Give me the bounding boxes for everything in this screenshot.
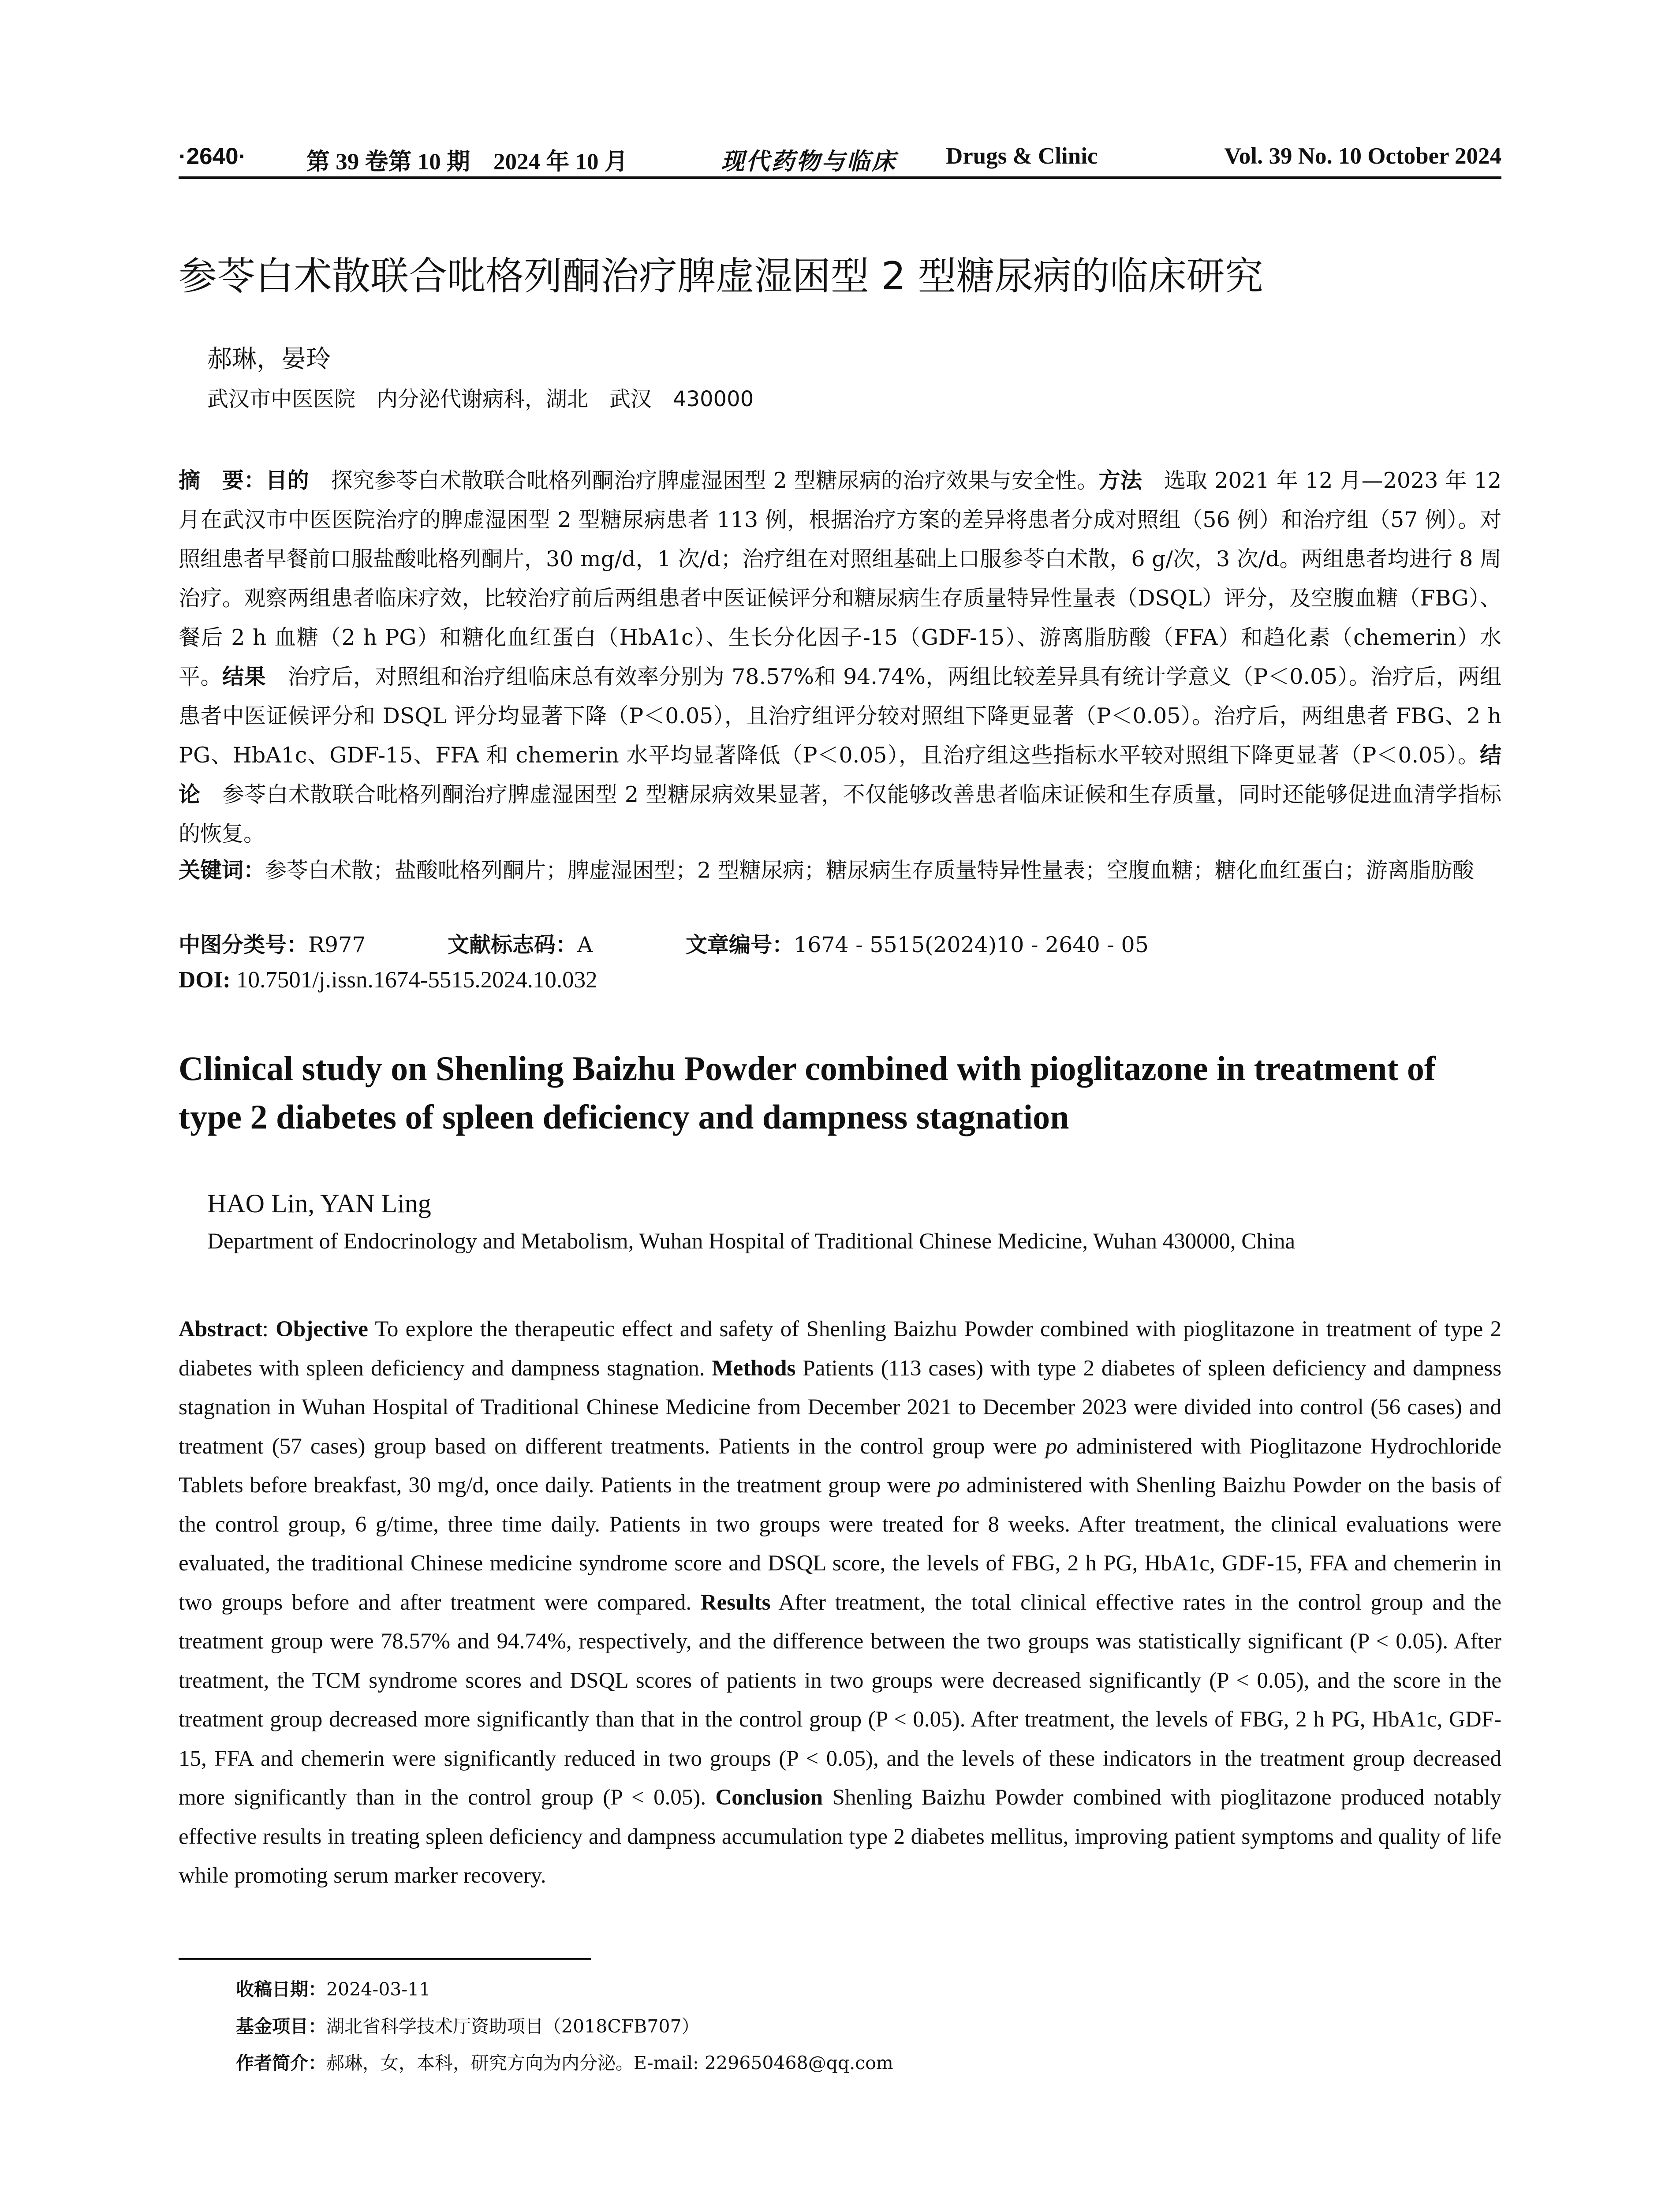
author-bio-label: 作者简介：: [236, 2052, 326, 2074]
author-bio-text: 郝琳，女，本科，研究方向为内分泌。E-mail: 229650468@qq.com: [326, 2052, 893, 2074]
objective-label-cn: 目的: [265, 468, 310, 493]
fund-label: 基金项目：: [236, 2016, 326, 2037]
conclusion-text-cn: 参苓白术散联合吡格列酮治疗脾虚湿困型 2 型糖尿病效果显著，不仅能够改善患者临床证候和生存质量，同时还能够促进血清学指标的恢复。: [179, 782, 1501, 846]
conclusion-text-en: Shenling Baizhu Powder combined with pioglitazone produced notably effective results in treating spleen deficiency and dampness accumulation type 2 diabetes mellitus, improving patient symptoms and quality of life while promoting serum marker recovery.: [179, 1785, 1501, 1888]
page-number: ·2640·: [179, 143, 246, 169]
affiliation-en: Department of Endocrinology and Metabolism, Wuhan Hospital of Traditional Chinese Medicine, Wuhan 430000, China: [207, 1229, 1295, 1254]
journal-name-cn: 现代药物与临床: [721, 149, 897, 175]
objective-text-en: To explore the therapeutic effect and safety of Shenling Baizhu Powder combined with pioglitazone in treatment of type 2 diabetes with spleen deficiency and dampness stagnation.: [179, 1317, 1502, 1381]
doi-value: 10.7501/j.issn.1674-5515.2024.10.032: [230, 967, 597, 993]
article-no-label: 文章编号：: [686, 932, 794, 957]
received-date: 2024-03-11: [326, 1979, 431, 2000]
results-label-en: Results: [700, 1590, 771, 1615]
fund-text: 湖北省科学技术厅资助项目（2018CFB707）: [326, 2016, 700, 2037]
doi-line: [179, 967, 597, 993]
issue-cn: 第 39 卷第 10 期 2024 年 10 月: [306, 149, 628, 175]
footnote-fund: [236, 2012, 700, 2038]
authors-en: HAO Lin, YAN Ling: [207, 1189, 431, 1218]
volume-info: Vol. 39 No. 10 October 2024: [1224, 143, 1501, 169]
clc-value: R977: [308, 932, 366, 957]
authors-cn: 郝琳，晏玲: [207, 345, 331, 374]
keywords-text-cn: 参苓白术散；盐酸吡格列酮片；脾虚湿困型；2 型糖尿病；糖尿病生存质量特异性量表；空腹血糖；糖化血红蛋白；游离脂肪酸: [265, 858, 1474, 883]
methods-text-en-2: administered with Pioglitazone Hydrochloride Tablets before breakfast, 30 mg/d, once daily. Patients in the treatment group were: [179, 1434, 1502, 1498]
methods-text-en-1: Patients (113 cases) with type 2 diabetes of spleen deficiency and dampness stagnation in Wuhan Hospital of Traditional Chinese Medicine from December 2021 to December 2023 were divided into control (56 cases) and treatment (57 cases) group based on different treatments. Patients in the control group were: [179, 1356, 1501, 1459]
footnote-received: [236, 1975, 430, 2001]
received-label: 收稿日期：: [236, 1979, 326, 2000]
doc-code-value: A: [577, 932, 593, 957]
abstract-cn: [179, 461, 1501, 853]
footnote-author: [236, 2048, 893, 2074]
journal-name-en: Drugs & Clinic: [946, 143, 1098, 169]
running-header: [179, 140, 1501, 179]
keywords-cn: [179, 851, 1501, 890]
abstract-label-cn: 摘 要：: [179, 468, 266, 493]
doc-code-label: 文献标志码：: [448, 932, 578, 957]
objective-label-en: Objective: [276, 1317, 368, 1342]
conclusion-label-en: Conclusion: [715, 1785, 823, 1810]
methods-text-en-3: administered with Shenling Baizhu Powder on the basis of the control group, 6 g/time, three time daily. Patients in two groups were treated for 8 weeks. After treatment, the clinical evaluations were evaluated, the traditional Chinese medicine syndrome score and DSQL score, the levels of FBG, 2 h PG, HbA1c, GDF-15, FFA and chemerin in two groups before and after treatment were compared.: [179, 1473, 1501, 1615]
results-text-cn: 治疗后，对照组和治疗组临床总有效率分别为 78.57%和 94.74%，两组比较差异具有统计学意义（P＜0.05）。治疗后，两组患者中医证候评分和 DSQL 评分均显著下降（P＜0.05），且治疗组评分较对照组下降更显著（P＜0.05）。治疗后，两组患者 FBG、2 h PG、HbA1c、GDF-15、FFA 和 chemerin 水平均显著降低（P＜0.05），且治疗组这些指标水平较对照组下降更显著（P＜0.05）。: [179, 664, 1501, 768]
conclusion-label-cn: 结论: [179, 743, 1501, 807]
methods-text-cn: 选取 2021 年 12 月—2023 年 12 月在武汉市中医医院治疗的脾虚湿困型 2 型糖尿病患者 113 例，根据治疗方案的差异将患者分成对照组（56 例）和治疗组（57 例）。对照组患者早餐前口服盐酸吡格列酮片，30 mg/d，1 次/d；治疗组在对照组基础上口服参苓白术散，6 g/次，3 次/d。两组患者均进行 8 周治疗。观察两组患者临床疗效，比较治疗前后两组患者中医证候评分和糖尿病生存质量特异性量表（DSQL）评分，及空腹血糖（FBG）、餐后 2 h 血糖（2 h PG）和糖化血红蛋白（HbA1c）、生长分化因子-15（GDF-15）、游离脂肪酸（FFA）和趋化素（chemerin）水平。: [179, 468, 1502, 689]
po-term-2: po: [937, 1473, 960, 1498]
po-term-1: po: [1045, 1434, 1068, 1459]
objective-text-cn: 探究参苓白术散联合吡格列酮治疗脾虚湿困型 2 型糖尿病的治疗效果与安全性。: [309, 468, 1099, 493]
abstract-en: [179, 1310, 1501, 1895]
keywords-label-cn: 关键词：: [179, 858, 265, 883]
methods-label-en: Methods: [712, 1356, 796, 1381]
affiliation-cn: 武汉市中医医院 内分泌代谢病科，湖北 武汉 430000: [207, 387, 754, 411]
article-title-cn: 参苓白术散联合吡格列酮治疗脾虚湿困型 2 型糖尿病的临床研究: [179, 254, 1263, 299]
results-text-en: After treatment, the total clinical effective rates in the control group and the treatment group were 78.57% and 94.74%, respectively, and the difference between the two groups was statistically significant (P < 0.05). After treatment, the TCM syndrome scores and DSQL scores of patients in two groups were decreased significantly (P < 0.05), and the score in the treatment group decreased more significantly than that in the control group (P < 0.05). After treatment, the levels of FBG, 2 h PG, HbA1c, GDF-15, FFA and chemerin were significantly reduced in two groups (P < 0.05), and the levels of these indicators in the treatment group decreased more significantly than in the control group (P < 0.05).: [179, 1590, 1501, 1810]
doi-label: DOI:: [179, 967, 231, 993]
clc-label: 中图分类号：: [179, 932, 309, 957]
article-no-value: 1674 - 5515(2024)10 - 2640 - 05: [794, 932, 1149, 957]
abstract-colon: :: [262, 1317, 276, 1342]
abstract-label-en: Abstract: [179, 1317, 262, 1342]
methods-label-cn: 方法: [1098, 468, 1142, 493]
article-title-en: Clinical study on Shenling Baizhu Powder combined with pioglitazone in treatment of type 2 diabetes of spleen deficiency and dampness stagnation: [179, 1049, 1436, 1136]
results-label-cn: 结果: [222, 664, 266, 689]
footnote-rule: [179, 1958, 591, 1960]
classification-line: [179, 928, 1149, 959]
